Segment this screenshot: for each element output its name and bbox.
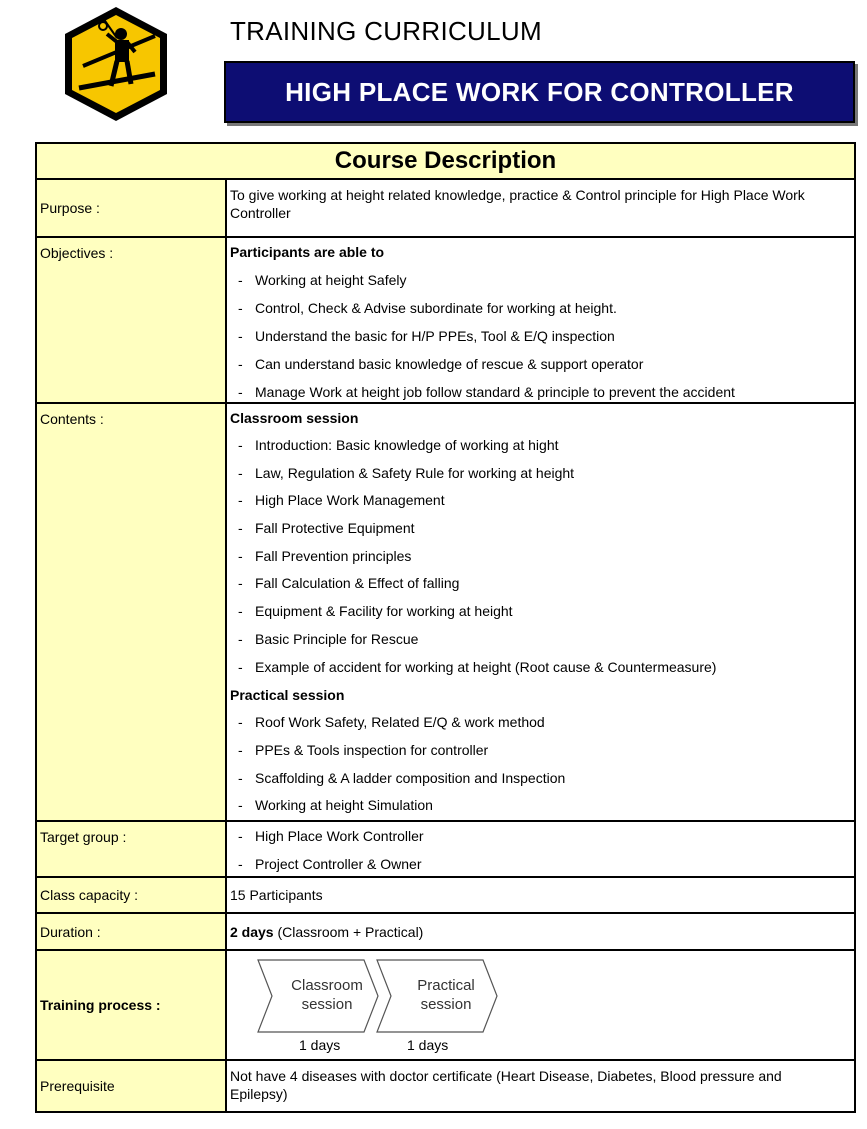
list-item: - High Place Work Management — [238, 492, 445, 509]
class-capacity-label: Class capacity : — [37, 878, 227, 912]
target-group-row — [35, 820, 856, 876]
objectives-label: Objectives : — [37, 238, 227, 402]
practical-session-heading: Practical session — [230, 687, 345, 704]
list-item: - Example of accident for working at height (Root cause & Countermeasure) — [238, 658, 717, 675]
course-banner — [224, 61, 855, 123]
list-item: - Working at height Simulation — [238, 797, 433, 814]
list-item: - Understand the basic for H/P PPEs, Tool & E/Q inspection — [238, 328, 615, 344]
purpose-row — [35, 178, 856, 236]
step-practical-label: Practical session — [417, 977, 475, 1013]
training-process-label: Training process : — [37, 951, 227, 1059]
course-banner-text: HIGH PLACE WORK FOR CONTROLLER — [285, 76, 794, 107]
objectives-row — [35, 236, 856, 402]
list-item: - Fall Calculation & Effect of falling — [238, 575, 460, 592]
duration-row — [35, 912, 856, 949]
list-item: - Fall Protective Equipment — [238, 520, 415, 537]
list-item: - PPEs & Tools inspection for controller — [238, 741, 489, 758]
contents-list — [227, 404, 854, 820]
prerequisite-label: Prerequisite — [37, 1061, 227, 1111]
list-item: - Project Controller & Owner — [238, 856, 422, 872]
list-item: - Control, Check & Advise subordinate for working at height. — [238, 300, 617, 316]
list-item: - Roof Work Safety, Related E/Q & work method — [238, 714, 545, 731]
list-item: - Working at height Safely — [238, 272, 407, 288]
duration-value: 2 days (Classroom + Practical) — [230, 923, 424, 940]
target-group-list — [227, 822, 854, 876]
target-group-label: Target group : — [37, 822, 227, 876]
contents-row — [35, 402, 856, 820]
list-item: - Basic Principle for Rescue — [238, 630, 419, 647]
list-item: - Law, Regulation & Safety Rule for working at height — [238, 464, 575, 481]
purpose-label: Purpose : — [37, 180, 227, 236]
training-process-diagram — [227, 951, 854, 1061]
contents-label: Contents : — [37, 404, 227, 820]
objectives-heading: Participants are able to — [230, 244, 385, 260]
purpose-text: To give working at height related knowledge, practice & Control principle for High Place Work Controller — [230, 187, 805, 221]
list-item: - Fall Prevention principles — [238, 547, 412, 564]
class-capacity-value: 15 Participants — [230, 887, 323, 903]
step-classroom-days: 1 days — [299, 1037, 341, 1053]
training-process-row — [35, 949, 856, 1059]
prerequisite-row — [35, 1059, 856, 1113]
list-item: - Scaffolding & A ladder composition and Inspection — [238, 769, 566, 786]
class-capacity-row — [35, 876, 856, 912]
course-description-table — [35, 142, 856, 1113]
duration-label: Duration : — [37, 914, 227, 949]
prerequisite-text: Not have 4 diseases with doctor certificate (Heart Disease, Diabetes, Blood pressure and Epilepsy) — [230, 1068, 782, 1102]
objectives-list — [227, 238, 854, 402]
step-practical-days: 1 days — [407, 1037, 449, 1053]
curriculum-title: TRAINING CURRICULUM — [230, 16, 542, 46]
list-item: - Can understand basic knowledge of rescue & support operator — [238, 356, 644, 372]
list-item: - Equipment & Facility for working at height — [238, 603, 513, 620]
list-item: - Manage Work at height job follow standard & principle to prevent the accident — [238, 384, 735, 400]
list-item: - Introduction: Basic knowledge of working at hight — [238, 437, 559, 453]
list-item: - High Place Work Controller — [238, 828, 424, 844]
classroom-session-heading: Classroom session — [230, 410, 359, 426]
course-description-heading: Course Description — [35, 142, 856, 178]
step-classroom-label: Classroom session — [291, 977, 363, 1013]
worker-at-height-icon — [55, 4, 177, 124]
